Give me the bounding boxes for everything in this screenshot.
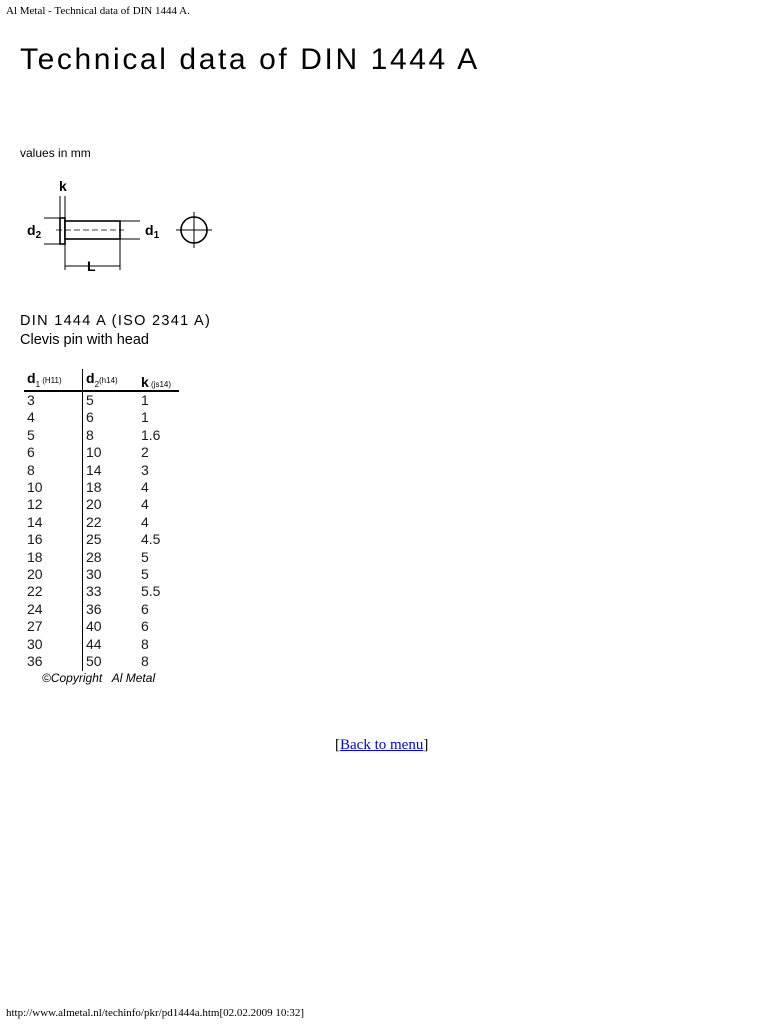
cell-k: 1.6 xyxy=(141,426,161,443)
cell-k: 8 xyxy=(141,635,149,652)
cell-d1: 18 xyxy=(27,548,43,565)
table-row xyxy=(24,391,179,409)
cell-d2: 28 xyxy=(83,549,139,566)
table-row xyxy=(24,479,179,496)
cell-d2: 44 xyxy=(83,636,139,653)
table-row xyxy=(24,566,179,583)
cell-d2: 30 xyxy=(83,566,139,583)
cell-d2: 25 xyxy=(83,531,139,548)
cell-d1: 36 xyxy=(27,653,43,670)
standard-description: Clevis pin with head xyxy=(20,332,149,348)
cell-d2: 6 xyxy=(83,409,139,426)
table-row xyxy=(24,496,179,513)
cell-k: 5 xyxy=(141,548,149,565)
cell-d2: 50 xyxy=(83,653,139,670)
cell-d1: 14 xyxy=(27,513,43,530)
table-row xyxy=(24,409,179,426)
cell-d2: 36 xyxy=(83,601,139,618)
back-to-menu-link[interactable]: Back to menu xyxy=(340,737,424,753)
cell-k: 6 xyxy=(141,600,149,617)
cell-d1: 24 xyxy=(27,600,43,617)
cell-d2: 22 xyxy=(83,514,139,531)
back-nav xyxy=(335,737,428,754)
cell-d1: 20 xyxy=(27,566,43,583)
label-d2: $d_2$ xyxy=(27,222,42,241)
cell-d1: 6 xyxy=(27,444,35,461)
cell-d1: 3 xyxy=(27,392,35,408)
table-header-row xyxy=(24,369,179,391)
cell-d1: 5 xyxy=(27,426,35,443)
cell-k: 1 xyxy=(141,409,149,426)
table-row xyxy=(24,583,179,600)
bracket-close: ] xyxy=(423,737,429,753)
cell-d2: 18 xyxy=(83,479,139,496)
table-row xyxy=(24,531,179,548)
page-title: Technical data of DIN 1444 A xyxy=(20,43,480,76)
cell-k: 1 xyxy=(141,392,149,408)
cell-k: 2 xyxy=(141,444,149,461)
table-row xyxy=(24,427,179,444)
table-row xyxy=(24,444,179,461)
cell-k: 4 xyxy=(141,479,149,496)
cell-k: 6 xyxy=(141,618,149,635)
header-d1: $d_1$ (H11) xyxy=(24,369,83,391)
table-row xyxy=(24,618,179,635)
cell-k: 5 xyxy=(141,566,149,583)
cell-k: 5.5 xyxy=(141,583,161,600)
cell-k: 4.5 xyxy=(141,531,161,548)
print-header: Al Metal - Technical data of DIN 1444 A. xyxy=(6,5,190,17)
dimensions-table xyxy=(24,369,179,671)
cell-d2: 14 xyxy=(83,462,139,479)
table-row xyxy=(24,462,179,479)
table-row xyxy=(24,653,179,670)
cell-d1: 30 xyxy=(27,635,43,652)
cell-d2: 5 xyxy=(83,391,139,409)
cell-d1: 10 xyxy=(27,479,43,496)
cell-d2: 33 xyxy=(83,583,139,600)
label-d1: $d_1$ xyxy=(145,222,160,241)
table-row xyxy=(24,549,179,566)
cell-k: 4 xyxy=(141,513,149,530)
cell-d2: 8 xyxy=(83,427,139,444)
table-body xyxy=(24,391,179,671)
print-footer: http://www.almetal.nl/techinfo/pkr/pd1444a.htm[02.02.2009 10:32] xyxy=(6,1007,305,1019)
table-row xyxy=(24,636,179,653)
cell-d1: 16 xyxy=(27,531,43,548)
label-k: k xyxy=(59,178,67,194)
header-d2: $d_2(h14)$ xyxy=(83,369,139,391)
cell-d2: 10 xyxy=(83,444,139,461)
cell-d2: 20 xyxy=(83,496,139,513)
cell-d1: 4 xyxy=(27,409,35,426)
cell-d1: 8 xyxy=(27,461,35,478)
clevis-pin-diagram xyxy=(24,178,224,278)
standard-name: DIN 1444 A (ISO 2341 A) xyxy=(20,313,212,329)
label-L: L xyxy=(87,258,96,274)
cell-k: 3 xyxy=(141,461,149,478)
cell-d1: 27 xyxy=(27,618,43,635)
copyright-notice: ©Copyright Al Metal xyxy=(42,671,156,685)
table-row xyxy=(24,601,179,618)
table-row xyxy=(24,514,179,531)
units-note: values in mm xyxy=(20,146,91,160)
cell-d1: 12 xyxy=(27,496,43,513)
header-k: k (js14) xyxy=(138,369,179,391)
cell-k: 4 xyxy=(141,496,149,513)
cell-d1: 22 xyxy=(27,583,43,600)
bracket-open: [ xyxy=(335,737,340,753)
cell-d2: 40 xyxy=(83,618,139,635)
cell-k: 8 xyxy=(141,653,149,670)
